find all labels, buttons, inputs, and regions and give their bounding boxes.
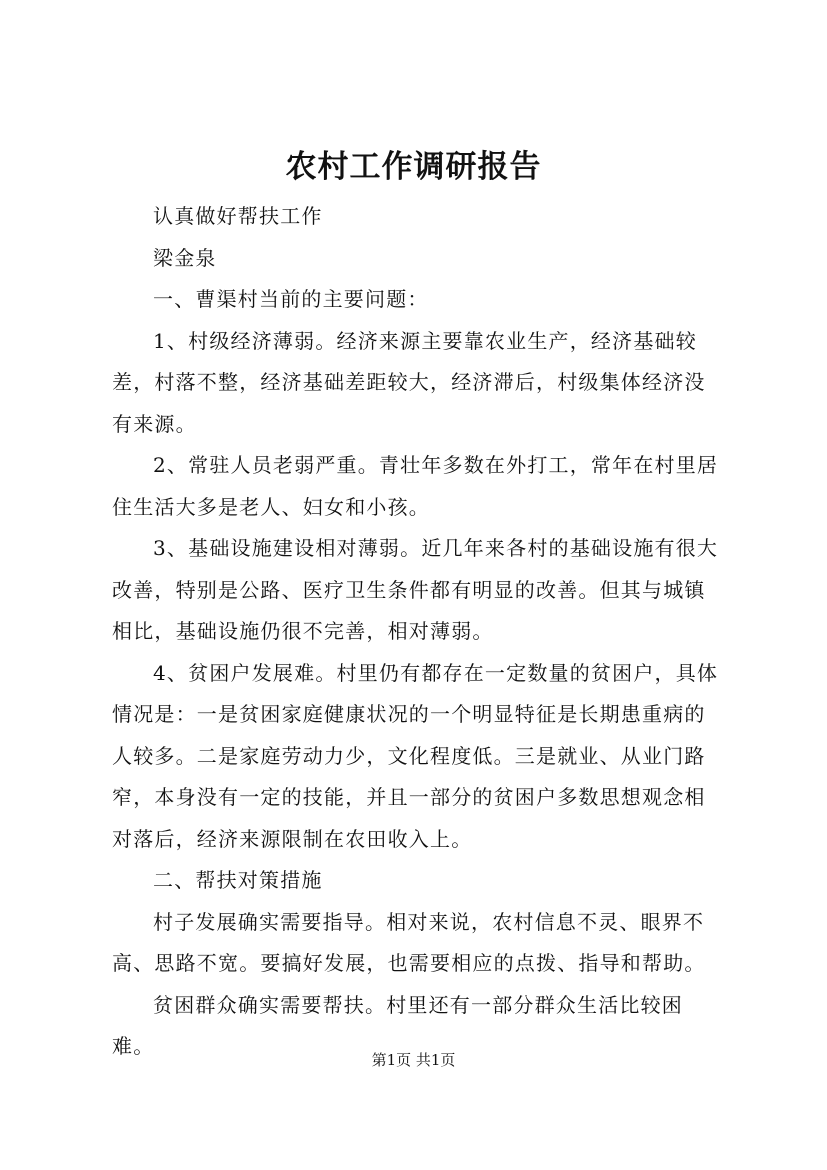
paragraph-infrastructure: 3、基础设施建设相对薄弱。近几年来各村的基础设施有很大改善，特别是公路、医疗卫生条件都有明显的改善。但其与城镇相比，基础设施仍很不完善，相对薄弱。 <box>112 536 719 643</box>
paragraph-residents: 2、常驻人员老弱严重。青壮年多数在外打工，常年在村里居住生活大多是老人、妇女和小孩。 <box>112 453 719 519</box>
document-title: 农村工作调研报告 <box>285 149 542 185</box>
paragraph-assistance: 贫困群众确实需要帮扶。村里还有一部分群众生活比较困难。 <box>112 992 683 1058</box>
subtitle-paragraph: 认真做好帮扶工作 <box>153 204 323 228</box>
author-paragraph: 梁金泉 <box>153 245 217 270</box>
section-heading-measures: 二、帮扶对策措施 <box>153 868 323 892</box>
paragraph-guidance: 村子发展确实需要指导。相对来说，农村信息不灵、眼界不高、思路不宽。要搞好发展，也需要相应的点拨、指导和帮助。 <box>112 909 706 975</box>
paragraph-poverty: 4、贫困户发展难。村里仍有都存在一定数量的贫困户，具体情况是：一是贫困家庭健康状况的一个明显特征是长期患重病的人较多。二是家庭劳动力少，文化程度低。三是就业、从业门路窄，本身没有一定的技能，并且一部分的贫困户多数思想观念相对落后，经济来源限制在农田收入上。 <box>112 660 719 851</box>
document-body <box>112 196 724 1068</box>
section-heading-problems: 一、曹渠村当前的主要问题： <box>153 287 429 311</box>
paragraph-economy: 1、村级经济薄弱。经济来源主要靠农业生产，经济基础较差，村落不整，经济基础差距较大，经济滞后，村级集体经济没有来源。 <box>112 328 706 436</box>
page-footer: 第1页 共1页 <box>371 1051 456 1069</box>
